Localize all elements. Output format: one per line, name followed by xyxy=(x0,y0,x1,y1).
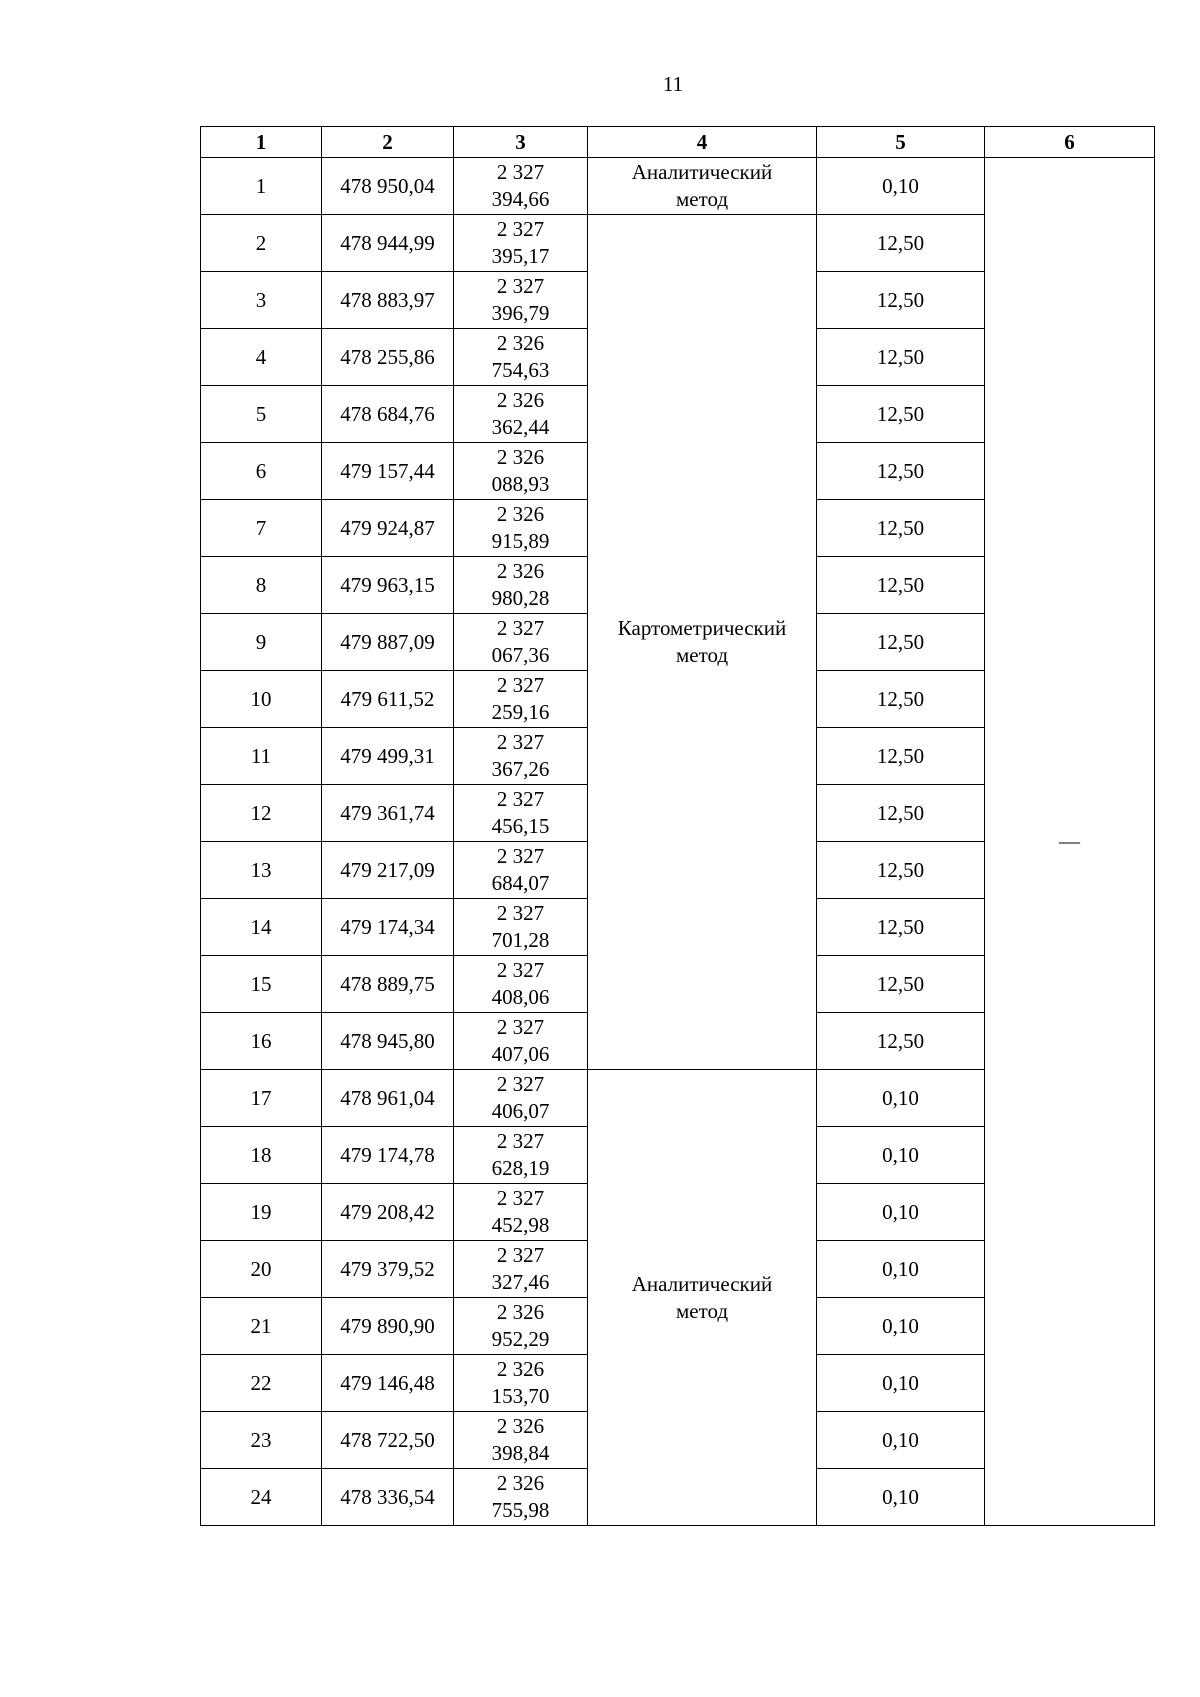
x-coordinate-cell: 479 208,42 xyxy=(322,1184,454,1241)
y-coordinate-part-2: 701,28 xyxy=(491,928,550,952)
table-body xyxy=(201,158,1155,1526)
y-coordinate-part-1: 2 327 xyxy=(496,616,545,640)
point-number-cell: 13 xyxy=(201,842,322,899)
y-coordinate-part-2: 408,06 xyxy=(491,985,550,1009)
y-coordinate-part-2: 684,07 xyxy=(491,871,550,895)
accuracy-cell: 0,10 xyxy=(817,158,985,215)
accuracy-cell: 0,10 xyxy=(817,1184,985,1241)
y-coordinate-cell xyxy=(454,1298,588,1355)
y-coordinate-cell xyxy=(454,1241,588,1298)
accuracy-cell: 12,50 xyxy=(817,500,985,557)
x-coordinate-cell: 479 174,78 xyxy=(322,1127,454,1184)
header-row xyxy=(201,127,1155,158)
point-number-cell: 24 xyxy=(201,1469,322,1526)
y-coordinate-cell xyxy=(454,956,588,1013)
table-row xyxy=(201,158,1155,215)
y-coordinate-cell xyxy=(454,557,588,614)
y-coordinate-cell xyxy=(454,1070,588,1127)
method-text-line: Аналитический xyxy=(631,1271,773,1296)
point-number-cell: 6 xyxy=(201,443,322,500)
y-coordinate-part-1: 2 326 xyxy=(496,1357,545,1381)
x-coordinate-cell: 478 722,50 xyxy=(322,1412,454,1469)
coordinates-table xyxy=(200,126,1155,1526)
accuracy-cell: 12,50 xyxy=(817,899,985,956)
accuracy-cell: 12,50 xyxy=(817,386,985,443)
x-coordinate-cell: 478 883,97 xyxy=(322,272,454,329)
point-number-cell: 11 xyxy=(201,728,322,785)
page-number: 11 xyxy=(662,72,684,96)
y-coordinate-cell xyxy=(454,1127,588,1184)
y-coordinate-part-2: 406,07 xyxy=(491,1099,550,1123)
x-coordinate-cell: 479 499,31 xyxy=(322,728,454,785)
x-coordinate-cell: 478 684,76 xyxy=(322,386,454,443)
y-coordinate-part-1: 2 326 xyxy=(496,559,545,583)
point-number-cell: 7 xyxy=(201,500,322,557)
x-coordinate-cell: 478 961,04 xyxy=(322,1070,454,1127)
column-6-cell: — xyxy=(985,158,1155,1526)
x-coordinate-cell: 478 889,75 xyxy=(322,956,454,1013)
accuracy-cell: 12,50 xyxy=(817,329,985,386)
point-number-cell: 18 xyxy=(201,1127,322,1184)
x-coordinate-cell: 479 887,09 xyxy=(322,614,454,671)
x-coordinate-cell: 479 361,74 xyxy=(322,785,454,842)
y-coordinate-part-2: 088,93 xyxy=(491,472,550,496)
y-coordinate-cell xyxy=(454,614,588,671)
point-number-cell: 5 xyxy=(201,386,322,443)
accuracy-cell: 12,50 xyxy=(817,671,985,728)
y-coordinate-part-1: 2 326 xyxy=(496,445,545,469)
x-coordinate-cell: 478 944,99 xyxy=(322,215,454,272)
y-coordinate-part-1: 2 327 xyxy=(496,673,545,697)
point-number-cell: 10 xyxy=(201,671,322,728)
x-coordinate-cell: 479 174,34 xyxy=(322,899,454,956)
accuracy-cell: 0,10 xyxy=(817,1412,985,1469)
y-coordinate-part-2: 067,36 xyxy=(491,643,550,667)
y-coordinate-part-2: 327,46 xyxy=(491,1270,550,1294)
y-coordinate-part-2: 754,63 xyxy=(491,358,550,382)
y-coordinate-cell xyxy=(454,158,588,215)
point-number-cell: 21 xyxy=(201,1298,322,1355)
y-coordinate-part-2: 398,84 xyxy=(491,1441,550,1465)
header-cell-3: 3 xyxy=(454,127,588,158)
y-coordinate-cell xyxy=(454,1412,588,1469)
y-coordinate-part-1: 2 326 xyxy=(496,1471,545,1495)
accuracy-cell: 0,10 xyxy=(817,1355,985,1412)
point-number-cell: 9 xyxy=(201,614,322,671)
header-cell-6: 6 xyxy=(985,127,1155,158)
y-coordinate-part-2: 394,66 xyxy=(491,187,550,211)
x-coordinate-cell: 478 255,86 xyxy=(322,329,454,386)
method-cell xyxy=(588,158,817,215)
accuracy-cell: 12,50 xyxy=(817,614,985,671)
y-coordinate-cell xyxy=(454,1013,588,1070)
y-coordinate-cell xyxy=(454,728,588,785)
y-coordinate-part-1: 2 327 xyxy=(496,1015,545,1039)
accuracy-cell: 12,50 xyxy=(817,785,985,842)
x-coordinate-cell: 479 146,48 xyxy=(322,1355,454,1412)
y-coordinate-part-1: 2 327 xyxy=(496,1129,545,1153)
y-coordinate-part-1: 2 327 xyxy=(496,274,545,298)
y-coordinate-part-1: 2 326 xyxy=(496,1414,545,1438)
point-number-cell: 2 xyxy=(201,215,322,272)
accuracy-cell: 12,50 xyxy=(817,443,985,500)
y-coordinate-cell xyxy=(454,500,588,557)
y-coordinate-part-2: 456,15 xyxy=(491,814,550,838)
y-coordinate-part-2: 259,16 xyxy=(491,700,550,724)
y-coordinate-part-2: 395,17 xyxy=(491,244,550,268)
y-coordinate-part-2: 628,19 xyxy=(491,1156,550,1180)
y-coordinate-cell xyxy=(454,842,588,899)
method-text-line: Аналитический xyxy=(631,160,773,184)
y-coordinate-cell xyxy=(454,329,588,386)
point-number-cell: 20 xyxy=(201,1241,322,1298)
header-cell-1: 1 xyxy=(201,127,322,158)
method-cell xyxy=(588,1070,817,1526)
accuracy-cell: 12,50 xyxy=(817,842,985,899)
point-number-cell: 16 xyxy=(201,1013,322,1070)
point-number-cell: 23 xyxy=(201,1412,322,1469)
accuracy-cell: 12,50 xyxy=(817,956,985,1013)
y-coordinate-part-2: 755,98 xyxy=(491,1498,550,1522)
x-coordinate-cell: 479 379,52 xyxy=(322,1241,454,1298)
y-coordinate-part-1: 2 327 xyxy=(496,958,545,982)
y-coordinate-part-2: 980,28 xyxy=(491,586,550,610)
y-coordinate-part-1: 2 327 xyxy=(496,844,545,868)
y-coordinate-part-1: 2 327 xyxy=(496,1072,545,1096)
accuracy-cell: 12,50 xyxy=(817,728,985,785)
point-number-cell: 22 xyxy=(201,1355,322,1412)
accuracy-cell: 12,50 xyxy=(817,557,985,614)
method-text-line: метод xyxy=(675,187,729,211)
accuracy-cell: 0,10 xyxy=(817,1241,985,1298)
y-coordinate-part-2: 367,26 xyxy=(491,757,550,781)
y-coordinate-part-1: 2 326 xyxy=(496,388,545,412)
y-coordinate-cell xyxy=(454,386,588,443)
header-cell-2: 2 xyxy=(322,127,454,158)
x-coordinate-cell: 479 924,87 xyxy=(322,500,454,557)
x-coordinate-cell: 478 950,04 xyxy=(322,158,454,215)
y-coordinate-cell xyxy=(454,785,588,842)
x-coordinate-cell: 478 945,80 xyxy=(322,1013,454,1070)
y-coordinate-cell xyxy=(454,671,588,728)
point-number-cell: 12 xyxy=(201,785,322,842)
y-coordinate-part-1: 2 327 xyxy=(496,217,545,241)
accuracy-cell: 0,10 xyxy=(817,1127,985,1184)
point-number-cell: 1 xyxy=(201,158,322,215)
point-number-cell: 19 xyxy=(201,1184,322,1241)
header-cell-4: 4 xyxy=(588,127,817,158)
y-coordinate-part-2: 407,06 xyxy=(491,1042,550,1066)
y-coordinate-part-1: 2 327 xyxy=(496,730,545,754)
point-number-cell: 4 xyxy=(201,329,322,386)
point-number-cell: 3 xyxy=(201,272,322,329)
y-coordinate-part-1: 2 327 xyxy=(496,1186,545,1210)
y-coordinate-part-1: 2 326 xyxy=(496,331,545,355)
y-coordinate-part-2: 362,44 xyxy=(491,415,550,439)
accuracy-cell: 0,10 xyxy=(817,1298,985,1355)
point-number-cell: 17 xyxy=(201,1070,322,1127)
y-coordinate-cell xyxy=(454,272,588,329)
x-coordinate-cell: 478 336,54 xyxy=(322,1469,454,1526)
y-coordinate-part-1: 2 327 xyxy=(496,1243,545,1267)
x-coordinate-cell: 479 217,09 xyxy=(322,842,454,899)
y-coordinate-part-2: 153,70 xyxy=(491,1384,550,1408)
x-coordinate-cell: 479 611,52 xyxy=(322,671,454,728)
accuracy-cell: 12,50 xyxy=(817,272,985,329)
y-coordinate-part-1: 2 326 xyxy=(496,1300,545,1324)
point-number-cell: 8 xyxy=(201,557,322,614)
accuracy-cell: 0,10 xyxy=(817,1070,985,1127)
y-coordinate-part-1: 2 326 xyxy=(496,502,545,526)
y-coordinate-part-1: 2 327 xyxy=(496,901,545,925)
y-coordinate-part-1: 2 327 xyxy=(496,160,545,184)
x-coordinate-cell: 479 963,15 xyxy=(322,557,454,614)
y-coordinate-cell xyxy=(454,1184,588,1241)
method-cell xyxy=(588,215,817,1070)
accuracy-cell: 0,10 xyxy=(817,1469,985,1526)
point-number-cell: 14 xyxy=(201,899,322,956)
y-coordinate-part-2: 915,89 xyxy=(491,529,550,553)
point-number-cell: 15 xyxy=(201,956,322,1013)
y-coordinate-cell xyxy=(454,215,588,272)
y-coordinate-part-2: 396,79 xyxy=(491,301,550,325)
x-coordinate-cell: 479 890,90 xyxy=(322,1298,454,1355)
accuracy-cell: 12,50 xyxy=(817,215,985,272)
y-coordinate-cell xyxy=(454,443,588,500)
y-coordinate-cell xyxy=(454,1355,588,1412)
x-coordinate-cell: 479 157,44 xyxy=(322,443,454,500)
y-coordinate-part-2: 452,98 xyxy=(491,1213,550,1237)
y-coordinate-cell xyxy=(454,899,588,956)
method-text-line: Картометрический xyxy=(617,616,787,640)
method-text-line: метод xyxy=(675,643,729,667)
accuracy-cell: 12,50 xyxy=(817,1013,985,1070)
y-coordinate-part-1: 2 327 xyxy=(496,787,545,811)
y-coordinate-part-2: 952,29 xyxy=(491,1327,550,1351)
method-text-line: метод xyxy=(675,1298,729,1323)
y-coordinate-cell xyxy=(454,1469,588,1526)
header-cell-5: 5 xyxy=(817,127,985,158)
